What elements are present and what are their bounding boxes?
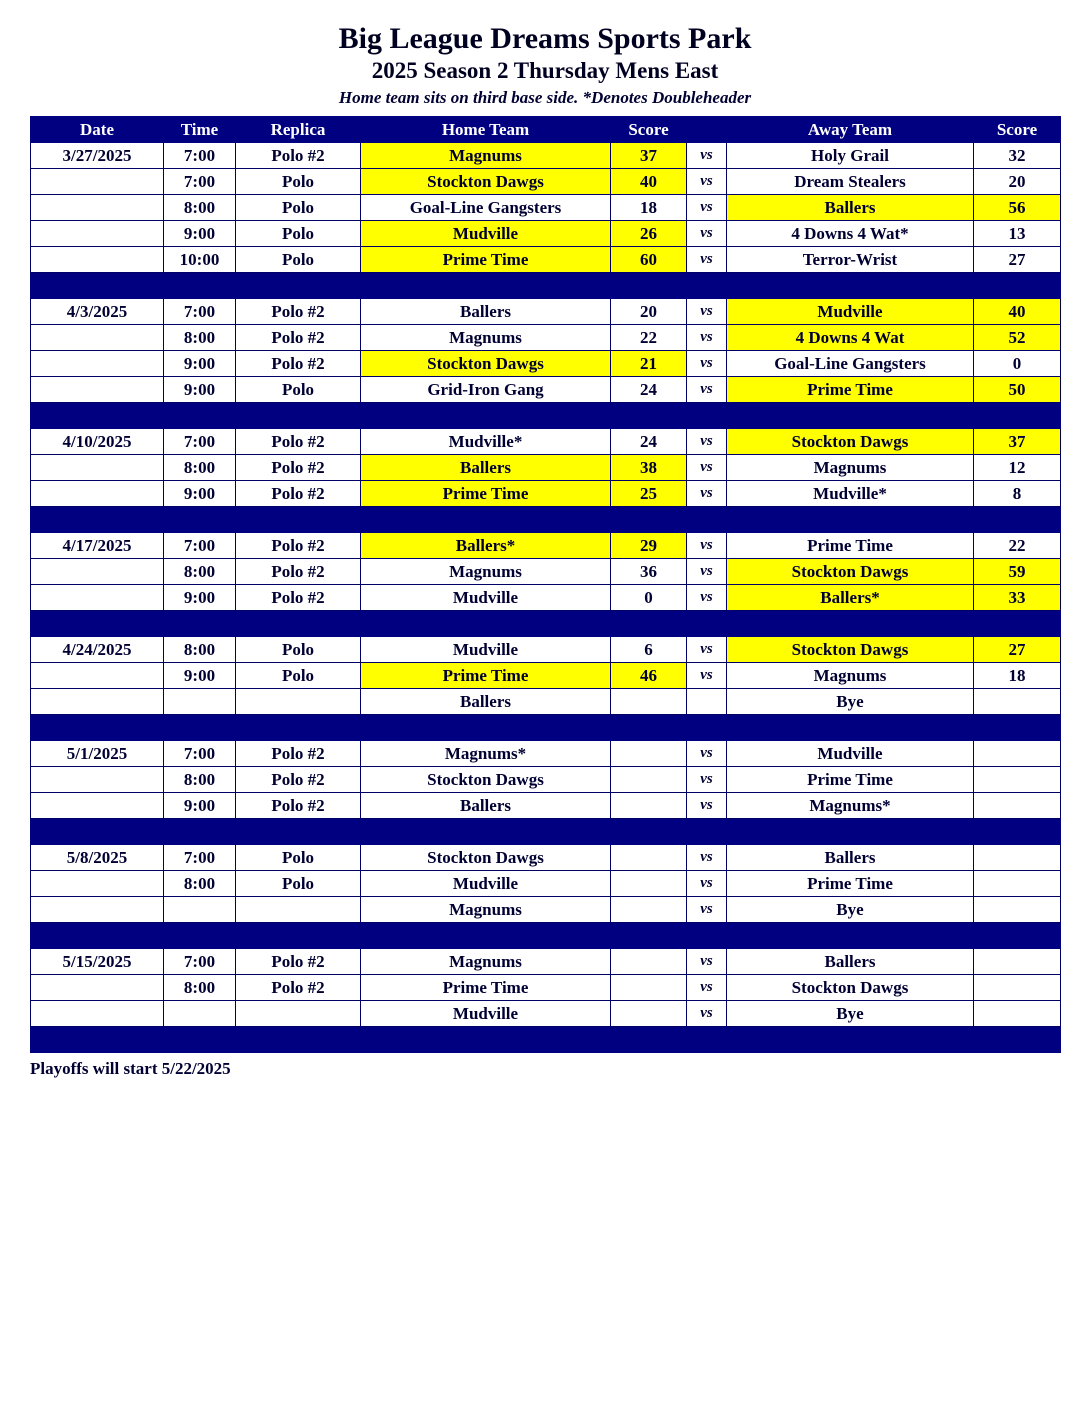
spacer-row [31,507,1061,533]
vs-cell: vs [687,377,727,403]
game-row [31,299,1061,325]
replica-cell: Polo [236,663,361,689]
away-team-cell: Ballers [727,195,974,221]
playoffs-note: Playoffs will start 5/22/2025 [30,1059,231,1078]
away-team-cell: Dream Stealers [727,169,974,195]
date-cell: 4/17/2025 [31,533,164,559]
game-row [31,949,1061,975]
away-score-cell [974,1001,1061,1027]
away-team-cell: Magnums* [727,793,974,819]
time-cell: 9:00 [164,585,236,611]
away-team-cell: Prime Time [727,767,974,793]
home-team-cell: Stockton Dawgs [361,351,611,377]
replica-cell: Polo [236,195,361,221]
spacer-cell [31,715,1061,741]
date-cell [31,975,164,1001]
header-vs [687,117,727,143]
time-cell: 9:00 [164,221,236,247]
time-cell: 8:00 [164,975,236,1001]
replica-cell: Polo #2 [236,793,361,819]
away-team-cell: Ballers* [727,585,974,611]
game-row [31,169,1061,195]
schedule-body [31,143,1061,1053]
away-team-cell: Stockton Dawgs [727,559,974,585]
home-team-cell: Stockton Dawgs [361,169,611,195]
away-score-cell: 32 [974,143,1061,169]
home-team-cell: Ballers [361,793,611,819]
game-row [31,871,1061,897]
vs-cell: vs [687,637,727,663]
vs-cell: vs [687,871,727,897]
away-score-cell: 56 [974,195,1061,221]
spacer-row [31,819,1061,845]
game-row [31,559,1061,585]
spacer-row [31,611,1061,637]
vs-cell: vs [687,741,727,767]
away-team-cell: Holy Grail [727,143,974,169]
home-team-cell: Magnums [361,325,611,351]
date-cell [31,689,164,715]
vs-cell: vs [687,975,727,1001]
game-row [31,975,1061,1001]
away-score-cell: 20 [974,169,1061,195]
home-score-cell [611,871,687,897]
spacer-cell [31,923,1061,949]
home-team-cell: Magnums* [361,741,611,767]
header-replica: Replica [236,117,361,143]
away-score-cell: 27 [974,637,1061,663]
vs-cell: vs [687,325,727,351]
time-cell: 7:00 [164,299,236,325]
spacer-row [31,715,1061,741]
home-team-cell: Stockton Dawgs [361,845,611,871]
away-team-cell: Goal-Line Gangsters [727,351,974,377]
date-cell: 3/27/2025 [31,143,164,169]
away-team-cell: Terror-Wrist [727,247,974,273]
vs-cell: vs [687,897,727,923]
replica-cell: Polo #2 [236,767,361,793]
home-team-cell: Mudville [361,871,611,897]
replica-cell: Polo #2 [236,481,361,507]
home-team-cell: Mudville [361,637,611,663]
game-row [31,741,1061,767]
away-team-cell: Stockton Dawgs [727,975,974,1001]
away-team-cell: Magnums [727,663,974,689]
away-score-cell [974,871,1061,897]
away-team-cell: Bye [727,897,974,923]
replica-cell: Polo #2 [236,429,361,455]
away-score-cell: 13 [974,221,1061,247]
away-score-cell [974,767,1061,793]
time-cell: 9:00 [164,793,236,819]
schedule-table [30,116,1061,1053]
home-score-cell: 38 [611,455,687,481]
game-row [31,377,1061,403]
date-cell [31,195,164,221]
header-date: Date [31,117,164,143]
home-score-cell [611,1001,687,1027]
vs-cell: vs [687,481,727,507]
header-time: Time [164,117,236,143]
away-score-cell [974,975,1061,1001]
date-cell [31,793,164,819]
game-row [31,221,1061,247]
away-team-cell: Stockton Dawgs [727,429,974,455]
date-cell: 5/1/2025 [31,741,164,767]
home-score-cell: 37 [611,143,687,169]
home-score-cell: 40 [611,169,687,195]
time-cell: 8:00 [164,637,236,663]
date-cell [31,377,164,403]
game-row [31,585,1061,611]
home-score-cell: 21 [611,351,687,377]
away-team-cell: Bye [727,1001,974,1027]
schedule-note: Home team sits on third base side. *Denotes Doubleheader [338,88,752,107]
vs-cell: vs [687,585,727,611]
date-cell: 5/8/2025 [31,845,164,871]
vs-cell: vs [687,143,727,169]
vs-cell: vs [687,949,727,975]
home-team-cell: Mudville* [361,429,611,455]
page-title: Big League Dreams Sports Park [338,22,752,55]
date-cell [31,455,164,481]
home-score-cell: 26 [611,221,687,247]
home-team-cell: Magnums [361,949,611,975]
home-score-cell: 60 [611,247,687,273]
away-team-cell: Stockton Dawgs [727,637,974,663]
away-team-cell: Prime Time [727,871,974,897]
away-team-cell: 4 Downs 4 Wat [727,325,974,351]
away-score-cell: 22 [974,533,1061,559]
away-score-cell: 50 [974,377,1061,403]
spacer-row [31,403,1061,429]
home-score-cell [611,897,687,923]
date-cell [31,585,164,611]
time-cell: 9:00 [164,351,236,377]
replica-cell: Polo #2 [236,533,361,559]
replica-cell: Polo [236,845,361,871]
away-team-cell: Prime Time [727,377,974,403]
home-team-cell: Magnums [361,897,611,923]
home-team-cell: Grid-Iron Gang [361,377,611,403]
date-cell [31,325,164,351]
time-cell: 7:00 [164,533,236,559]
home-score-cell [611,975,687,1001]
time-cell: 10:00 [164,247,236,273]
away-score-cell [974,793,1061,819]
replica-cell: Polo [236,221,361,247]
home-team-cell: Stockton Dawgs [361,767,611,793]
home-team-cell: Ballers [361,299,611,325]
home-team-cell: Ballers [361,689,611,715]
home-score-cell: 20 [611,299,687,325]
away-score-cell: 52 [974,325,1061,351]
vs-cell: vs [687,767,727,793]
home-score-cell: 18 [611,195,687,221]
time-cell: 7:00 [164,429,236,455]
away-team-cell: Mudville [727,741,974,767]
vs-cell: vs [687,1001,727,1027]
vs-cell: vs [687,533,727,559]
replica-cell: Polo #2 [236,585,361,611]
date-cell [31,559,164,585]
replica-cell [236,689,361,715]
away-score-cell [974,689,1061,715]
time-cell [164,1001,236,1027]
home-score-cell: 24 [611,377,687,403]
date-cell [31,221,164,247]
spacer-row [31,1027,1061,1053]
home-team-cell: Mudville [361,1001,611,1027]
away-score-cell [974,949,1061,975]
time-cell: 9:00 [164,481,236,507]
game-row [31,767,1061,793]
time-cell: 8:00 [164,325,236,351]
away-score-cell: 8 [974,481,1061,507]
away-team-cell: Bye [727,689,974,715]
vs-cell: vs [687,845,727,871]
game-row [31,637,1061,663]
away-score-cell [974,845,1061,871]
time-cell: 7:00 [164,169,236,195]
date-cell [31,897,164,923]
date-cell [31,169,164,195]
away-score-cell [974,741,1061,767]
game-row [31,533,1061,559]
spacer-cell [31,1027,1061,1053]
home-team-cell: Magnums [361,143,611,169]
home-team-cell: Prime Time [361,975,611,1001]
spacer-cell [31,819,1061,845]
vs-cell: vs [687,221,727,247]
away-team-cell: Mudville* [727,481,974,507]
away-score-cell [974,897,1061,923]
game-row [31,429,1061,455]
vs-cell: vs [687,195,727,221]
replica-cell: Polo [236,637,361,663]
away-score-cell: 12 [974,455,1061,481]
away-score-cell: 27 [974,247,1061,273]
away-score-cell: 37 [974,429,1061,455]
home-score-cell [611,845,687,871]
time-cell: 9:00 [164,663,236,689]
date-cell: 4/3/2025 [31,299,164,325]
vs-cell: vs [687,559,727,585]
time-cell: 8:00 [164,559,236,585]
game-row [31,143,1061,169]
game-row [31,325,1061,351]
date-cell [31,351,164,377]
replica-cell: Polo #2 [236,949,361,975]
replica-cell: Polo #2 [236,351,361,377]
home-team-cell: Prime Time [361,663,611,689]
spacer-cell [31,273,1061,299]
spacer-row [31,923,1061,949]
home-score-cell [611,741,687,767]
home-score-cell [611,767,687,793]
away-score-cell: 0 [974,351,1061,377]
time-cell: 7:00 [164,143,236,169]
time-cell: 7:00 [164,949,236,975]
header-row [31,117,1061,143]
time-cell: 8:00 [164,871,236,897]
home-team-cell: Prime Time [361,481,611,507]
replica-cell: Polo #2 [236,975,361,1001]
vs-cell: vs [687,429,727,455]
header-away-score: Score [974,117,1061,143]
spacer-cell [31,611,1061,637]
time-cell [164,689,236,715]
vs-cell: vs [687,169,727,195]
replica-cell: Polo [236,247,361,273]
time-cell: 9:00 [164,377,236,403]
date-cell: 4/24/2025 [31,637,164,663]
home-score-cell: 25 [611,481,687,507]
replica-cell: Polo #2 [236,559,361,585]
replica-cell: Polo #2 [236,325,361,351]
away-team-cell: 4 Downs 4 Wat* [727,221,974,247]
vs-cell: vs [687,247,727,273]
away-team-cell: Ballers [727,845,974,871]
time-cell: 8:00 [164,195,236,221]
vs-cell [687,689,727,715]
date-cell [31,1001,164,1027]
replica-cell: Polo #2 [236,741,361,767]
away-team-cell: Magnums [727,455,974,481]
home-team-cell: Mudville [361,585,611,611]
away-score-cell: 18 [974,663,1061,689]
vs-cell: vs [687,663,727,689]
replica-cell: Polo #2 [236,299,361,325]
date-cell [31,871,164,897]
game-row [31,247,1061,273]
replica-cell [236,1001,361,1027]
home-score-cell [611,689,687,715]
time-cell [164,897,236,923]
header-home-team: Home Team [361,117,611,143]
home-team-cell: Mudville [361,221,611,247]
date-cell [31,247,164,273]
away-score-cell: 59 [974,559,1061,585]
game-row [31,793,1061,819]
page-subtitle: 2025 Season 2 Thursday Mens East [371,58,719,83]
game-row [31,663,1061,689]
vs-cell: vs [687,793,727,819]
vs-cell: vs [687,351,727,377]
time-cell: 7:00 [164,845,236,871]
replica-cell: Polo #2 [236,143,361,169]
header-away-team: Away Team [727,117,974,143]
away-score-cell: 40 [974,299,1061,325]
time-cell: 7:00 [164,741,236,767]
vs-cell: vs [687,455,727,481]
game-row [31,897,1061,923]
home-score-cell: 36 [611,559,687,585]
home-score-cell: 29 [611,533,687,559]
replica-cell: Polo #2 [236,455,361,481]
date-cell [31,663,164,689]
home-team-cell: Magnums [361,559,611,585]
date-cell [31,767,164,793]
game-row [31,481,1061,507]
spacer-cell [31,403,1061,429]
time-cell: 8:00 [164,455,236,481]
date-cell: 5/15/2025 [31,949,164,975]
home-score-cell: 46 [611,663,687,689]
home-team-cell: Prime Time [361,247,611,273]
replica-cell [236,897,361,923]
date-cell: 4/10/2025 [31,429,164,455]
home-score-cell [611,949,687,975]
home-team-cell: Ballers [361,455,611,481]
home-score-cell: 22 [611,325,687,351]
away-score-cell: 33 [974,585,1061,611]
home-score-cell: 0 [611,585,687,611]
away-team-cell: Mudville [727,299,974,325]
spacer-row [31,273,1061,299]
game-row [31,195,1061,221]
time-cell: 8:00 [164,767,236,793]
spacer-cell [31,507,1061,533]
replica-cell: Polo [236,377,361,403]
game-row [31,351,1061,377]
game-row [31,845,1061,871]
home-team-cell: Goal-Line Gangsters [361,195,611,221]
away-team-cell: Prime Time [727,533,974,559]
home-team-cell: Ballers* [361,533,611,559]
game-row [31,455,1061,481]
replica-cell: Polo [236,169,361,195]
game-row [31,1001,1061,1027]
home-score-cell: 6 [611,637,687,663]
date-cell [31,481,164,507]
home-score-cell: 24 [611,429,687,455]
replica-cell: Polo [236,871,361,897]
vs-cell: vs [687,299,727,325]
away-team-cell: Ballers [727,949,974,975]
home-score-cell [611,793,687,819]
header-home-score: Score [611,117,687,143]
game-row [31,689,1061,715]
